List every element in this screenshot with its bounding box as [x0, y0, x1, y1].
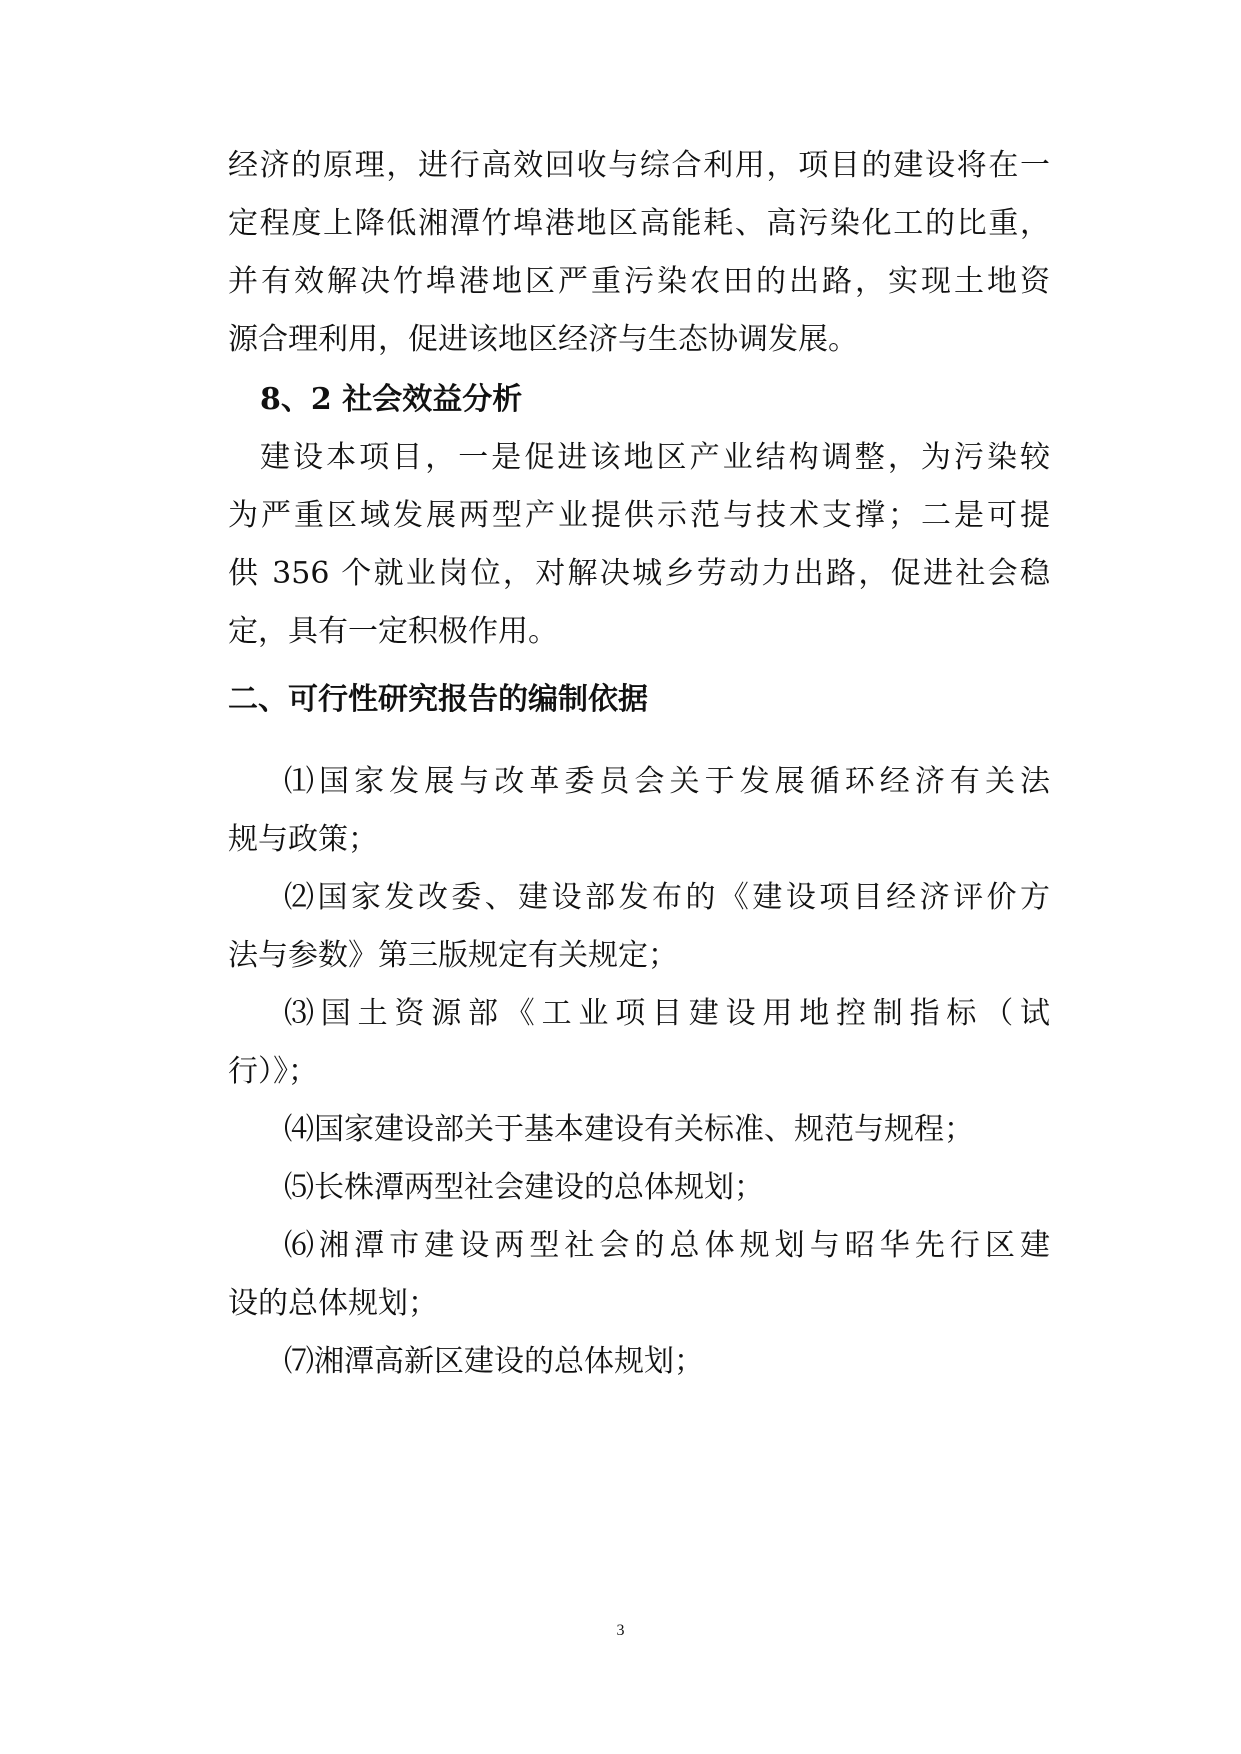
- paragraph-line: 源合理利用，促进该地区经济与生态协调发展。: [228, 322, 858, 357]
- paragraph-line: 并有效解决竹埠港地区严重污染农田的出路，实现土地资: [228, 264, 1050, 299]
- list-item-continuation: 设的总体规划；: [228, 1286, 438, 1321]
- list-item: ⑺湘潭高新区建设的总体规划；: [284, 1344, 704, 1379]
- list-item: ⑹湘潭市建设两型社会的总体规划与昭华先行区建: [284, 1228, 1050, 1263]
- paragraph-line: 供 356 个就业岗位，对解决城乡劳动力出路，促进社会稳: [228, 556, 1050, 591]
- list-item: ⑸长株潭两型社会建设的总体规划；: [284, 1170, 764, 1205]
- paragraph-line: 定，具有一定积极作用。: [228, 614, 558, 649]
- paragraph-line: 为严重区域发展两型产业提供示范与技术支撑；二是可提: [228, 498, 1050, 533]
- list-item: ⑴国家发展与改革委员会关于发展循环经济有关法: [284, 764, 1050, 799]
- page-number: 3: [616, 1622, 625, 1639]
- list-item-continuation: 规与政策；: [228, 822, 378, 857]
- list-item: ⑶国土资源部《工业项目建设用地控制指标（试: [284, 996, 1050, 1031]
- list-item-continuation: 法与参数》第三版规定有关规定；: [228, 938, 678, 973]
- section-heading: 8、2 社会效益分析: [260, 382, 523, 417]
- chapter-heading: 二、可行性研究报告的编制依据: [228, 682, 648, 717]
- paragraph-line: 建设本项目，一是促进该地区产业结构调整，为污染较: [260, 440, 1050, 475]
- paragraph-line: 经济的原理，进行高效回收与综合利用，项目的建设将在一: [228, 148, 1050, 183]
- paragraph-line: 定程度上降低湘潭竹埠港地区高能耗、高污染化工的比重，: [228, 206, 1050, 241]
- list-item: ⑷国家建设部关于基本建设有关标准、规范与规程；: [284, 1112, 974, 1147]
- list-item: ⑵国家发改委、建设部发布的《建设项目经济评价方: [284, 880, 1050, 915]
- list-item-continuation: 行）》；: [228, 1054, 318, 1089]
